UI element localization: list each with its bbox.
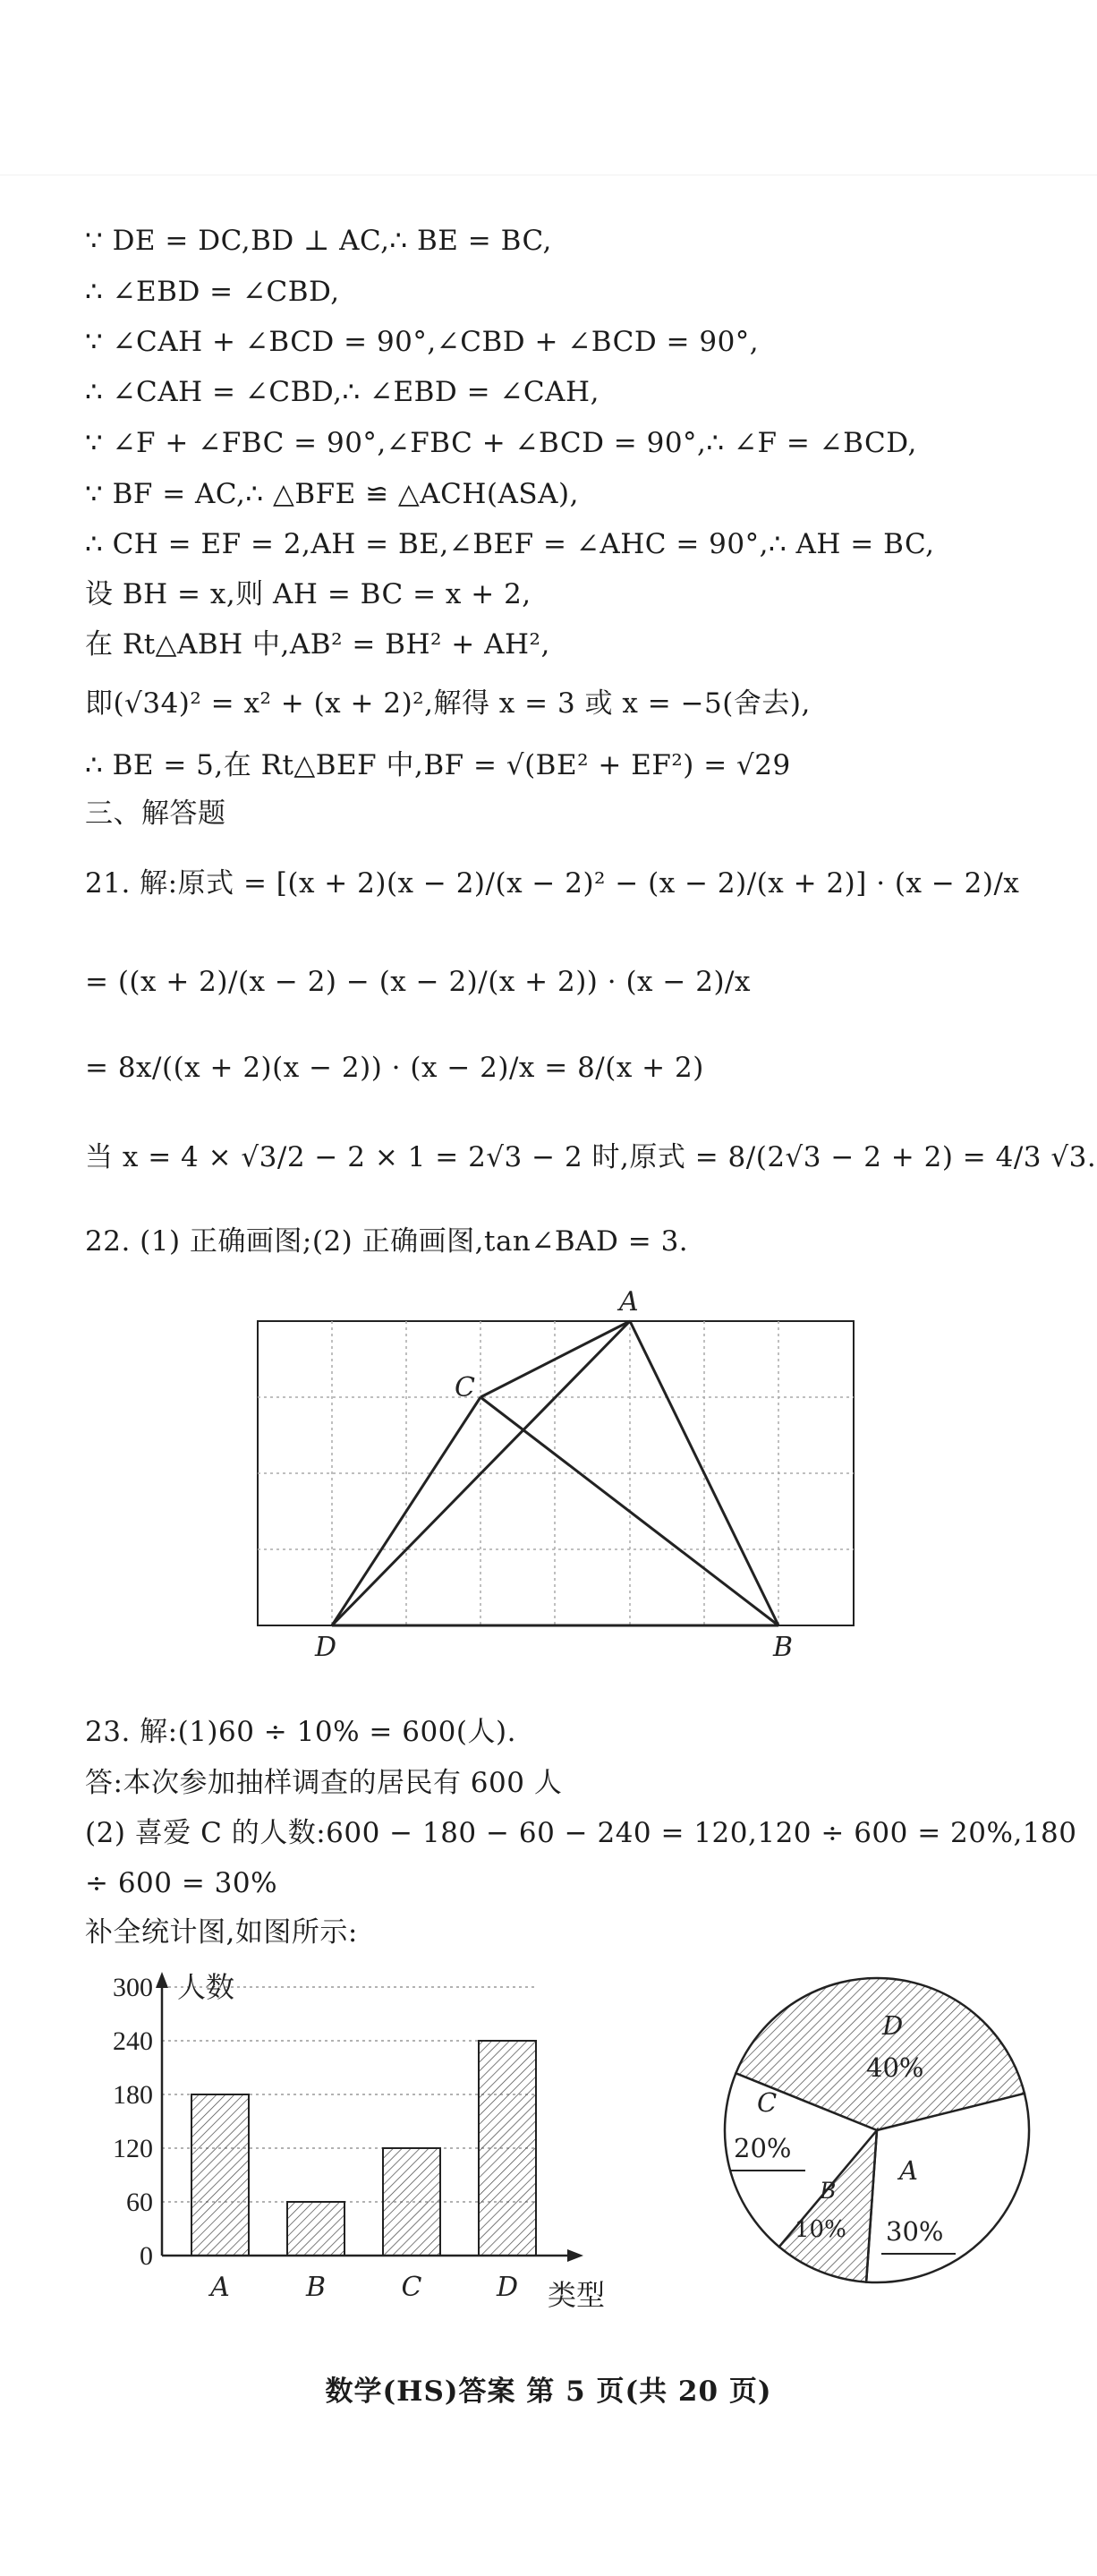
- y-tick-label: 60: [126, 2188, 153, 2217]
- text-line: ∴ CH = EF = 2,AH = BE,∠BEF = ∠AHC = 90°,∴ AH = BC,: [85, 528, 935, 560]
- bar-A: [191, 2094, 249, 2256]
- text-line: ∴ ∠CAH = ∠CBD,∴ ∠EBD = ∠CAH,: [85, 376, 600, 408]
- pie-label-B: B: [820, 2178, 837, 2204]
- y-tick-label: 300: [113, 1973, 153, 2002]
- text-line: ∵ ∠F + ∠FBC = 90°,∠FBC + ∠BCD = 90°,∴ ∠F = ∠BCD,: [85, 427, 917, 459]
- pie-label-D: D: [882, 2010, 904, 2041]
- pie-percent-A: 30%: [886, 2216, 944, 2247]
- point-label-B: B: [773, 1632, 794, 1663]
- grid-lines: [258, 1321, 854, 1625]
- y-tick-label: 0: [140, 2241, 153, 2271]
- y-tick-label: 240: [113, 2026, 153, 2056]
- text-line: 补全统计图,如图所示:: [85, 1916, 358, 1949]
- text-line: 即(√34)² = x² + (x + 2)²,解得 x = 3 或 x = −5(舍去),: [85, 687, 811, 720]
- y-axis-arrow: [156, 1972, 168, 1988]
- text-line: 23. 解:(1)60 ÷ 10% = 600(人).: [85, 1716, 516, 1748]
- text-line: 22. (1) 正确画图;(2) 正确画图,tan∠BAD = 3.: [85, 1225, 689, 1258]
- x-category-label: D: [496, 2272, 519, 2303]
- pie-slices: [725, 1978, 1029, 2282]
- bar-B: [287, 2202, 344, 2256]
- y-axis-label: 人数: [177, 1970, 235, 2004]
- grid-triangle-figure: [251, 1280, 877, 1665]
- point-label-A: A: [619, 1286, 639, 1318]
- x-axis-arrow: [567, 2249, 583, 2262]
- pie-label-A: A: [899, 2155, 918, 2186]
- y-tick-labels: [113, 1973, 153, 2271]
- text-line: ∵ ∠CAH + ∠BCD = 90°,∠CBD + ∠BCD = 90°,: [85, 326, 760, 358]
- text-line: 当 x = 4 × √3/2 − 2 × 1 = 2√3 − 2 时,原式 = 8/(2√3 − 2 + 2) = 4/3 √3.: [85, 1141, 1097, 1173]
- bar-C: [383, 2148, 440, 2256]
- y-tick-label: 180: [113, 2080, 153, 2110]
- x-category-labels: [208, 2272, 518, 2303]
- text-line: 设 BH = x,则 AH = BC = x + 2,: [85, 578, 531, 610]
- point-label-C: C: [455, 1372, 475, 1403]
- x-category-label: A: [210, 2272, 230, 2303]
- pie-percent-B: 10%: [795, 2216, 846, 2243]
- pie-chart: [698, 1965, 1074, 2296]
- y-tick-label: 120: [113, 2134, 153, 2163]
- text-line: ∵ BF = AC,∴ △BFE ≌ △ACH(ASA),: [85, 478, 579, 510]
- text-line: (2) 喜爱 C 的人数:600 − 180 − 60 − 240 = 120,120 ÷ 600 = 20%,180: [85, 1817, 1077, 1849]
- text-line: 答:本次参加抽样调查的居民有 600 人: [85, 1767, 563, 1799]
- pie-percent-D: 40%: [866, 2052, 924, 2083]
- text-line: 在 Rt△ABH 中,AB² = BH² + AH²,: [85, 628, 550, 661]
- pie-percent-C: 20%: [734, 2133, 792, 2163]
- x-category-label: B: [305, 2272, 327, 2303]
- section-heading: 三、解答题: [85, 798, 226, 830]
- point-label-D: D: [315, 1632, 337, 1663]
- bar-D: [479, 2041, 536, 2256]
- x-axis-label: 类型: [548, 2278, 606, 2312]
- page-footer: 数学(HS)答案 第 5 页(共 20 页): [325, 2376, 772, 2408]
- text-line: = ((x + 2)/(x − 2) − (x − 2)/(x + 2)) · (x − 2)/x: [85, 966, 751, 998]
- text-line: ∴ ∠EBD = ∠CBD,: [85, 276, 340, 308]
- text-line: = 8x/((x + 2)(x − 2)) · (x − 2)/x = 8/(x + 2): [85, 1052, 704, 1084]
- text-line: 21. 解:原式 = [(x + 2)(x − 2)/(x − 2)² − (x − 2)/(x + 2)] · (x − 2)/x: [85, 867, 1020, 900]
- text-line: ∴ BE = 5,在 Rt△BEF 中,BF = √(BE² + EF²) = √29: [85, 749, 791, 781]
- text-line: ÷ 600 = 30%: [85, 1867, 278, 1899]
- x-category-label: C: [401, 2272, 422, 2303]
- text-line: ∵ DE = DC,BD ⊥ AC,∴ BE = BC,: [85, 225, 552, 257]
- pie-label-C: C: [757, 2087, 778, 2118]
- bar-chart: [72, 1956, 644, 2323]
